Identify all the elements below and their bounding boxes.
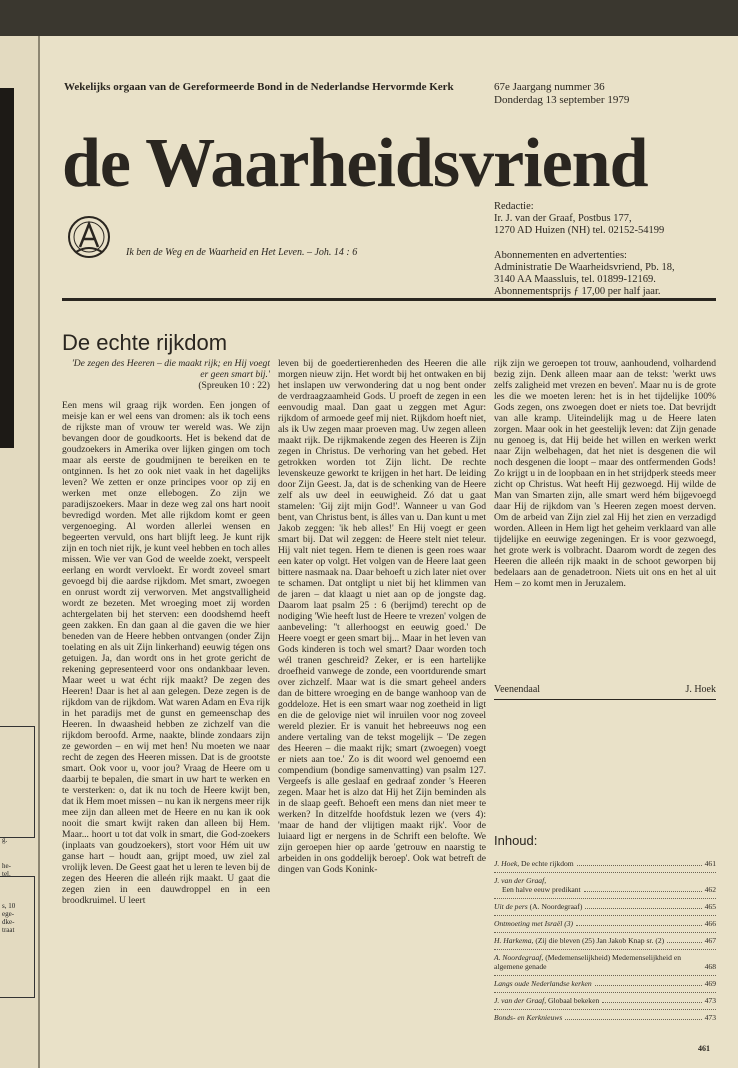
- prev-frag: he-: [2, 862, 11, 870]
- article-title: De echte rijkdom: [62, 330, 228, 355]
- toc-author: A. Noordegraaf,: [494, 953, 544, 962]
- toc-author: Ontmoeting met Israël (3): [494, 919, 574, 928]
- toc-title: Globaal bekeken: [548, 996, 600, 1005]
- previous-page-box-2: [0, 876, 35, 998]
- redactie-label: Redactie:: [494, 201, 534, 212]
- tagline: Wekelijks orgaan van de Gereformeerde Bond in de Nederlandse Hervormde Kerk: [64, 81, 454, 93]
- prev-frag: g.: [2, 836, 8, 844]
- prev-frag: s, 10: [2, 902, 16, 910]
- toc-entry[interactable]: [494, 992, 716, 1009]
- toc-page: 473: [704, 996, 716, 1005]
- toc-page: 466: [704, 919, 716, 928]
- toc-entry[interactable]: [494, 915, 716, 932]
- toc-page: 468: [704, 962, 716, 971]
- previous-page-black-bar: [0, 88, 14, 448]
- issue-number: 67e Jaargang nummer 36: [494, 81, 605, 93]
- issue-date: Donderdag 13 september 1979: [494, 94, 630, 106]
- contents-title: Inhoud:: [494, 833, 538, 848]
- toc-page: 473: [704, 1013, 716, 1022]
- article-column-3: [494, 358, 716, 678]
- newspaper-page: [40, 36, 738, 1068]
- quote-source: (Spreuken 10 : 22): [198, 380, 270, 391]
- toc-entry[interactable]: [494, 949, 716, 975]
- toc-author: J. Hoek,: [494, 859, 520, 868]
- table-of-contents: [494, 856, 716, 1026]
- page-number: 461: [698, 1044, 710, 1053]
- prev-frag: dke-: [2, 918, 15, 926]
- adv-address: 3140 AA Maassluis, tel. 01899-12169.: [494, 274, 656, 285]
- toc-entry[interactable]: [494, 975, 716, 992]
- toc-page: 469: [704, 979, 716, 988]
- previous-page-box: [0, 726, 35, 838]
- toc-entry[interactable]: [494, 898, 716, 915]
- article-signature: [494, 684, 716, 695]
- toc-author: J. van der Graaf,: [494, 996, 547, 1005]
- article-column-2: [278, 358, 486, 1058]
- column-2-text: leven bij de goedertierenheden des Heeren die alle morgen nieuw zijn. Het wordt bij het ontwaken en bij het inslapen uw verwondering dat u nog bent onder de verdraagzaamheid Gods. U proeft de zegen in een eenvoudig maal. Dan gaat u zeggen met Agur: rijkdom of armoede geef mij niet. Rijkdom hoeft niet, als ik Uw zegen maar proeven mag. Uw zegen alleen maakt rijk. De rijkmakende zegen des Heeren is Zijn zegen in Christus. De verhoring van het gebed. Het getrokken worden tot Zijn licht. De rechte levenskeuze geworkt te krijgen in het hart. De leiding door Zijn Geest. Ja, dat is de schenking van de Heere zelf als uw deel in eeuwigheid. Zó dat u gaat stamelen: 'Gij zijt mijn God!'. Wanneer u van God bent, van Christus bent, is álles van u. Dan kunt u met Jakob zeggen: 'ik heb alles!' En Hij voegt er geen smart bij. Dat wil zeggen: de Heere stelt niet teleur. Hij valt niet tegen. Hem te dienen is geen roes waar een kater op volgt. Het volgen van de Heere laat geen bittere nasmaak na. Daar behoeft u zich later niet over te schamen. Dat ontglipt u niet bij het klimmen van de jaren – dat klaagt u niet aan op de jongste dag. Daarom laat psalm 25 : 6 (berijmd) terecht op de nodiging 'Wie heeft lust de Heere te vrezen' volgen de aanbeveling: ''t allerhoogst en eeuwig goed.' De Heere voegt er geen smart bij... Maar in het leven van Gods kinderen is toch wel smart? Daar worden toch wél tranen geschreid? Zeker, er is een hartelijke droefheid vanwege de zonde, een voortdurende smart over zichzelf. Maar wat is die smart geheel anders dan de bittere wroeging en de bange wanhoop van de goddeloze. Het is een smart waar nog zoetheid in ligt en die de gelovige niet wil inruilen voor nog zoveel wereld plezier. Er is vanuit het hebreeuws nog een andere vertaling van de tekst mogelijk – 'De zegen des Heeren – die maakt rijk; smart (zwoegen) voegt er niets aan toe.' Zo is dit woord wel genoemd een compendium (bondige samenvatting) van psalm 127. Vergeefs is alle geslaaf en gedraaf zonder 's Heeren zegen. Maar het is alzo dat Hij het Zijn beminden als in de slaap geeft. Behoeft een mens dan niet meer te werken? In ditzelfde hoofdstuk lezen we (vers 4): 'maar de hand der vlijtigen maakt rijk'. Voor de luiaard ligt er nergens in de Schrift een belofte. We zijn geroepen hier op aarde 'getrouw en naarstig te arbeiden in ons goddelijk beroep'. Ook wat betreft de dingen van Gods Konink-: [278, 358, 486, 875]
- quote-text: 'De zegen des Heeren – die maakt rijk; en Hij voegt er geen smart bij.': [71, 358, 270, 380]
- toc-title: (Medemenselijkheid) Medemenselijkheid en algemene genade: [494, 953, 682, 971]
- toc-author: Langs oude Nederlandse kerken: [494, 979, 592, 988]
- toc-title: De echte rijkdom: [521, 859, 574, 868]
- prev-frag: tel.: [2, 870, 11, 878]
- prev-frag: ege-: [2, 910, 15, 918]
- redactie-block: [494, 201, 664, 237]
- toc-entry[interactable]: [494, 872, 716, 898]
- toc-entry[interactable]: [494, 856, 716, 872]
- column-3-text: rijk zijn we geroepen tot trouw, aanhoudend, volhardend bezig zijn. Denk alleen maar aan de tekst: 'werkt uws zelfs zaligheid met vrezen en beven'. Maar nu is de grote les die we moeten leren: het is in het tijdelijke 100% Gods zegen, ons zwoegen doet er niets toe. Dat bevrijdt van alle kramp. Uiteindelijk mag u de Heere laten zorgen. Maar ook in het geestelijk leven: dat Zijn genade nu genoeg is, dat Hij beide het willen en werken werkt naar Zijn welbehagen, dat het niet is desgenen die wil noch desgenen die loopt – maar des ontfermenden Gods! Zo krijgt u in de loopbaan en in het strijdperk steeds meer zicht op Christus. Wat heeft Hij gezwoegd. Hij wilde de Man van Smarten zijn, alle smart werd hém bijgevoegd daar Hij de rijkdom van 's Heeren zegen moest derven. Om de arbeid van Zijn ziel zal Hij het zien en verzadigd worden. Alleen in Hem ligt het geheim verklaard van alle tijdelijke en eeuwige zegeningen. Er is voor gezwoegd, het grote werk is volbracht. Daarom wordt de zegen des Heeren die alleén rijk maakt in de schoot geworpen bij bedelaars aan de genadetroon. Niets uit ons en het al uit Hem – zo komt men in Jeruzalem.: [494, 358, 716, 589]
- subscription-block: [494, 250, 726, 298]
- prev-frag: traat: [2, 926, 15, 934]
- adv-price: Abonnementsprijs ƒ 17,00 per half jaar.: [494, 286, 661, 297]
- toc-title: (Zij die bleven (25) Jan Jakob Knap sr. (2): [535, 936, 665, 945]
- adv-label: Abonnementen en advertenties:: [494, 250, 627, 261]
- toc-title: (A. Noordegraaf): [529, 902, 583, 911]
- column-1-text: Een mens wil graag rijk worden. Een jongen of meisje kan er wel eens van dromen: als ik toch eens de rijkste man of vrouw ter wereld was. We zijn bevangen door de goudkoorts. Het is bekend dat de goudzoekers in Amerika over lijken gingen om toch maar als eerste de goudmijnen te bereiken en te ontginnen. Is het zo ook niet vaak in het dagelijks leven? We zetten er onze principes voor op zij en werken met onze ellebogen. Zo zijn we paradijszoekers. Maar in deze weg zal ons hart nooit bevredigd worden. Met alle rijkdom komt er geen vergenoeging. Al worden allerlei wensen en begeerten vervuld, ons hart blijft leeg. Je kunt rijk zijn en toch niet rijk, je kunt veel hebben en toch alles missen. Wie ver van God de weelde zoekt, verspeelt eerlang en wordt vervloekt. Er wordt zoveel smart gevoegd bij die aardse rijkdom. Met smart, zwoegen en onrust wordt zij verworven. Met angstvalligheid wordt ze bezeten. Met wroeging moet zij worden achtergelaten bij het sterven: een doodshemd heeft geen zakken. En dan gaan al die gaven die we hier beneden van de Heere hebben ontvangen (onder Zijn toelating en als uit Zijn linkerhand) eeuwig tégen ons getuigen. Ja, dan wordt ons in het grote gericht de rekening gepresenteerd voor ons ondankbaar leven. Maar weet u wat écht rijk maakt? De zegen des Heeren! Daar is het al aan gelegen. Deze zegen is de rijkdom van de rijkdom. Wat waren Adam en Eva rijk in het paradijs met de gunst en gemeenschap des Heeren. In dwaasheid hebben ze zichzelf van die rijkdom beroofd. Arme, naakte, blinde zondaars zijn ze geworden – en wij met hen! Nu moeten we naar recht de zegen des Heeren missen. Dat is de grootste smart. Ook voor u, voor jou? Vraag de Heere om u daarbij te bepalen, die smart in uw hart te werken en te versterken: o, dat ik nu toch de Heere kwijt ben, dat ik Hem moet missen – nu kan ik nergens meer rijk mee zijn dan alleen met de Heere en nu kan ik ook nooit die smart kwijt raken dan alleen bij Hem. Maar... hoort u tot dat volk in smart, die God-zoekers (inplaats van goudzoekers), stort voor Hém uit uw ganse hart – houdt aan, grijpt moed, uw ziel zal vrolijk leven. De Geest gaat het u leren te leven bij de zegen des Heeren die alleén rijk maakt. U gaat die zegen zien in een dauwdroppel en in een broodkruimel. U leert: [62, 400, 270, 906]
- toc-author: H. Harkema,: [494, 936, 534, 945]
- previous-page-edge: [0, 36, 38, 1068]
- toc-entry[interactable]: [494, 1009, 716, 1026]
- issue-info: [494, 81, 629, 107]
- toc-author: Bonds- en Kerknieuws: [494, 1013, 563, 1022]
- signature-rule: [494, 699, 716, 700]
- toc-page: 461: [704, 859, 716, 868]
- redactie-address: Ir. J. van der Graaf, Postbus 177,: [494, 213, 632, 224]
- redactie-phone: 1270 AD Huizen (NH) tel. 02152-54199: [494, 225, 665, 236]
- scripture-quote: [62, 358, 270, 391]
- header-rule: [62, 298, 716, 301]
- alpha-omega-logo-icon: [66, 214, 112, 260]
- motto: Ik ben de Weg en de Waarheid en Het Leven. – Joh. 14 : 6: [126, 247, 358, 258]
- toc-author: Uit de pers: [494, 902, 528, 911]
- toc-page: 462: [704, 885, 716, 894]
- adv-admin: Administratie De Waarheidsvriend, Pb. 18,: [494, 262, 675, 273]
- masthead-title: de Waarheidsvriend: [62, 125, 648, 202]
- toc-entry[interactable]: [494, 932, 716, 949]
- toc-page: 465: [704, 902, 716, 911]
- article-column-1: [62, 358, 270, 1058]
- toc-title: Een halve eeuw predikant: [502, 885, 581, 894]
- toc-page: 467: [704, 936, 716, 945]
- toc-author: J. van der Graaf,: [494, 876, 547, 885]
- article-author: J. Hoek: [685, 684, 716, 695]
- article-place: Veenendaal: [494, 684, 541, 695]
